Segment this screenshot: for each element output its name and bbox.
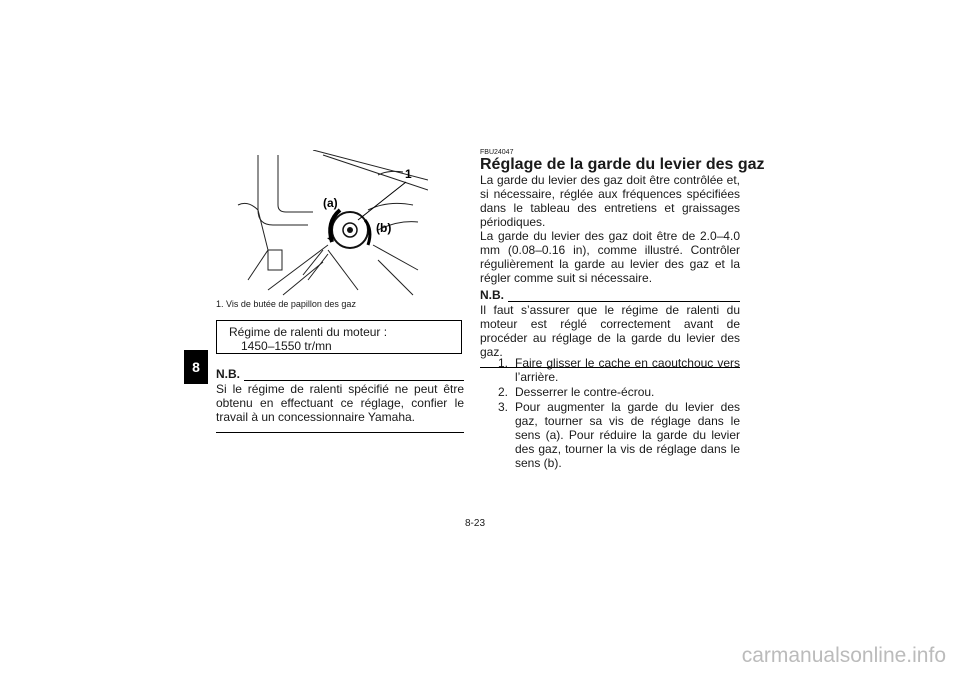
- watermark: carmanualsonline.info: [741, 644, 946, 667]
- step-number: 1.: [498, 356, 509, 370]
- note-left: [216, 367, 464, 433]
- throttle-stop-screw-illustration: [228, 150, 428, 300]
- section-tab: 8: [184, 350, 208, 384]
- step-text: Pour augmenter la garde du levier des gaz, tourner sa vis de réglage dans le sens (a). Pour réduire la garde du levier des gaz, tourner la vis de réglage dans le sens (b).: [515, 400, 740, 470]
- page-number: 8-23: [465, 518, 486, 529]
- list-item: [498, 400, 740, 470]
- callout-b: (b): [376, 221, 392, 235]
- spec-value: 1450–1550 tr/mn: [241, 339, 332, 353]
- note-left-heading: N.B.: [216, 367, 240, 381]
- note-right-text: Il faut s’assurer que le régime de ralenti du moteur est réglé correctement avant de procéder au réglage de la garde du levier des gaz.: [480, 303, 740, 359]
- step-text: Desserrer le contre-écrou.: [515, 385, 655, 399]
- note-left-text: Si le régime de ralenti spécifié ne peut être obtenu en effectuant ce réglage, confier le travail à un concessionnaire Yamaha.: [216, 382, 464, 424]
- step-text: Faire glisser le cache en caoutchouc vers l’arrière.: [515, 356, 740, 384]
- section-body: [480, 173, 740, 285]
- callout-1: 1: [405, 167, 412, 181]
- note-right-heading: N.B.: [480, 288, 504, 302]
- spec-box: [216, 320, 462, 354]
- figure-caption: 1. Vis de butée de papillon des gaz: [216, 299, 356, 309]
- list-item: [498, 385, 740, 399]
- section-title: Réglage de la garde du levier des gaz: [480, 156, 765, 173]
- step-list: [498, 356, 740, 471]
- spec-label: Régime de ralenti du moteur :: [229, 325, 388, 339]
- list-item: [498, 356, 740, 384]
- step-number: 2.: [498, 385, 509, 399]
- step-number: 3.: [498, 400, 509, 414]
- section-para-2: La garde du levier des gaz doit être de 2.0–4.0 mm (0.08–0.16 in), comme illustré. Contrôler régulièrement la garde au levier des gaz et la régler comme suit si nécessaire.: [480, 229, 740, 285]
- callout-a: (a): [323, 196, 338, 210]
- section-para-1: La garde du levier des gaz doit être contrôlée et, si nécessaire, réglée aux fréquences spécifiées dans le tableau des entretiens et graissages périodiques.: [480, 173, 740, 229]
- section-code: FBU24047: [480, 149, 514, 156]
